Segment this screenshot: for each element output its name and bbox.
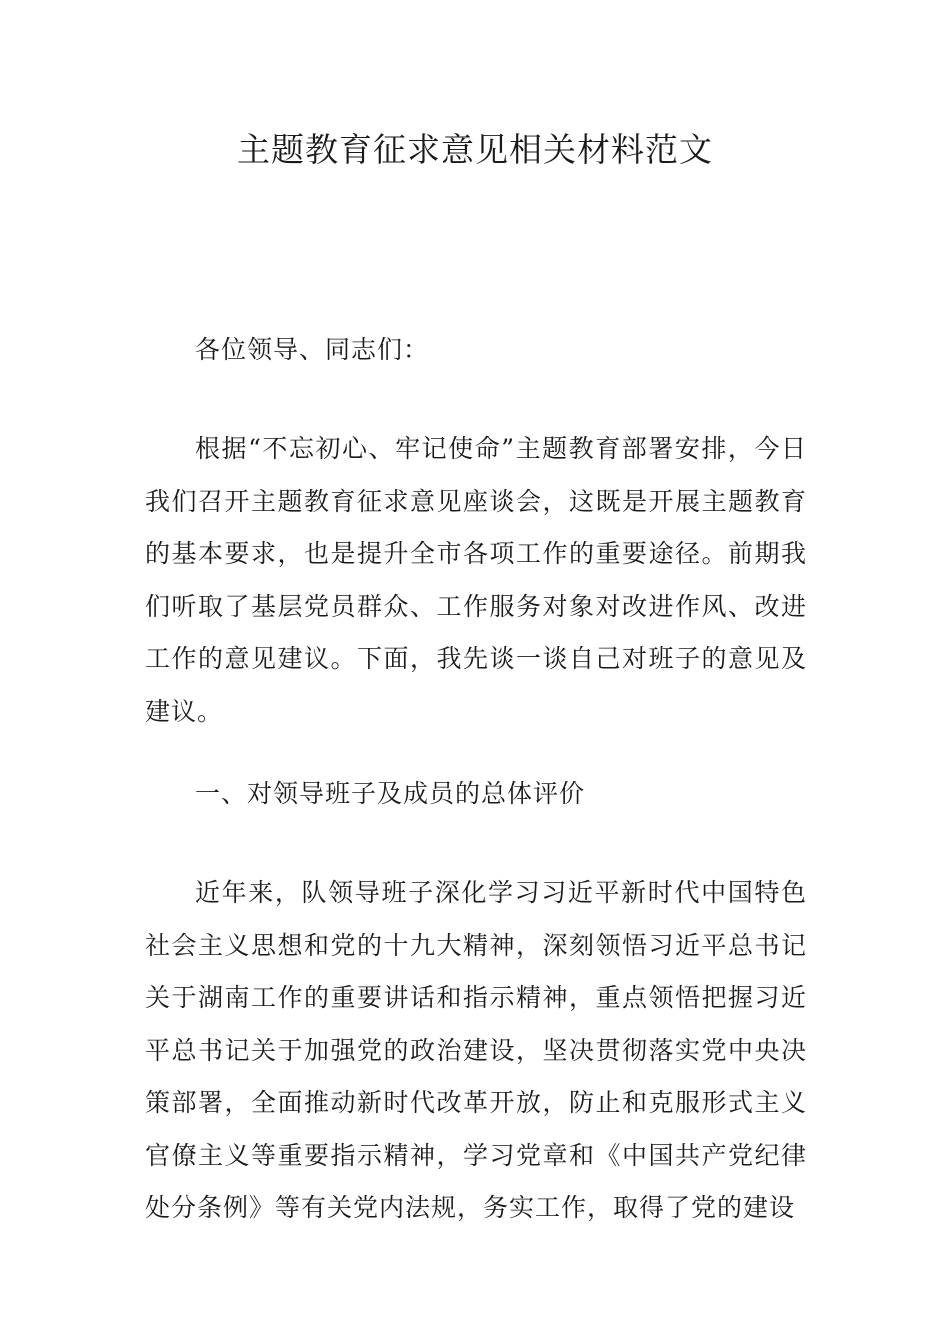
section-heading: 一、对领导班子及成员的总体评价 bbox=[195, 779, 586, 808]
document-title: 主题教育征求意见相关材料范文 bbox=[237, 130, 713, 169]
evaluation-paragraph: 近年来，队领导班子深化学习习近平新时代中国特色社会主义思想和党的十九大精神，深刻领悟习近平总书记关于湖南工作的重要讲话和指示精神，重点领悟把握习近平总书记关于加强党的政治建设，坚决贯彻落实党中央决策部署，全面推动新时代改革开放，防止和克服形式主义官僚主义等重要指示精神，学习党章和《中国共产党纪律处分条例》等有关党内法规，务实工作，取得了党的建设 bbox=[145, 878, 807, 1222]
salutation: 各位领导、同志们： bbox=[195, 335, 430, 364]
intro-paragraph: 根据“不忘初心、牢记使命”主题教育部署安排，今日我们召开主题教育征求意见座谈会，这既是开展主题教育的基本要求，也是提升全市各项工作的重要途径。前期我们听取了基层党员群众、工作服务对象对改进作风、改进工作的意见建议。下面，我先谈一谈自己对班子的意见及建议。 bbox=[145, 434, 807, 726]
